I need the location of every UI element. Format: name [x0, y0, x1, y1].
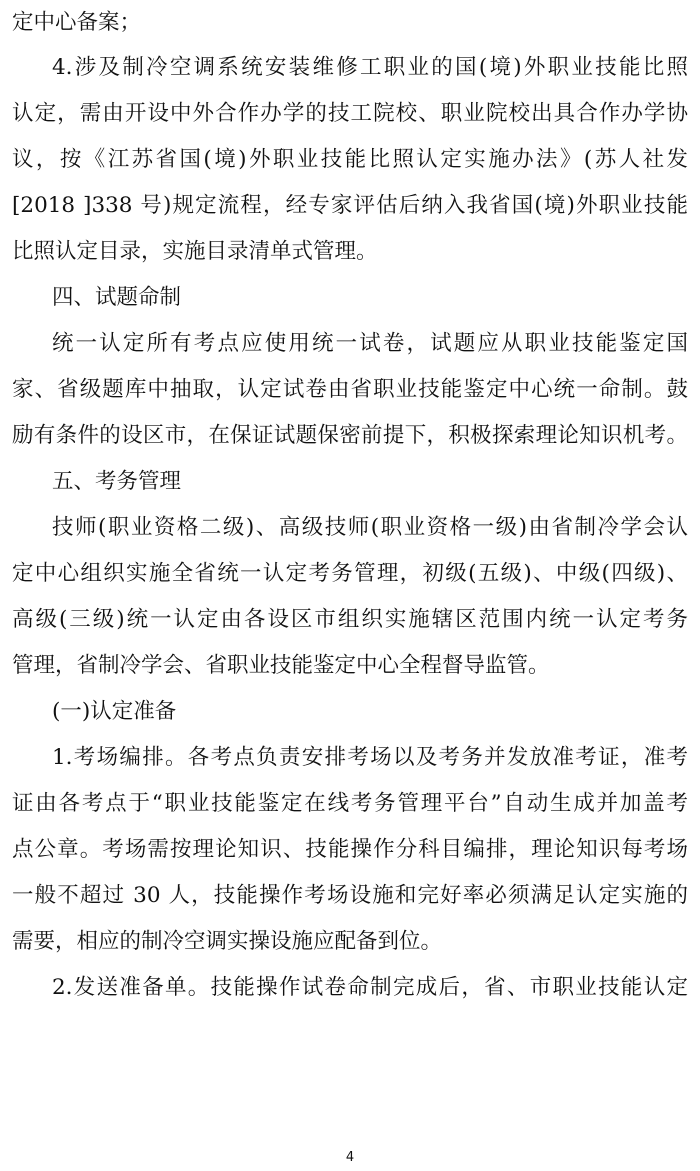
text-line: 1.考场编排。各考点负责安排考场以及考务并发放准考证，准考	[52, 745, 688, 770]
text-line: 家、省级题库中抽取，认定试卷由省职业技能鉴定中心统一命制。鼓	[12, 377, 688, 402]
page-number: 4	[345, 1150, 355, 1165]
text-line: 需要，相应的制冷空调实操设施应配备到位。	[12, 929, 443, 954]
text-line: 比照认定目录，实施目录清单式管理。	[12, 239, 378, 264]
text-line: 技师(职业资格二级)、高级技师(职业资格一级)由省制冷学会认	[52, 515, 688, 540]
text-line: 一般不超过 30 人，技能操作考场设施和完好率必须满足认定实施的	[12, 883, 688, 908]
text-line: 定中心备案；	[12, 10, 142, 35]
subsection-heading: (一)认定准备	[52, 699, 177, 724]
text-line: 点公章。考场需按理论知识、技能操作分科目编排，理论知识每考场	[12, 837, 688, 862]
text-line: 议，按《江苏省国(境)外职业技能比照认定实施办法》(苏人社发	[12, 147, 688, 172]
text-line: [2018 ]338 号)规定流程，经专家评估后纳入我省国(境)外职业技能	[12, 193, 688, 218]
text-line: 证由各考点于“职业技能鉴定在线考务管理平台”自动生成并加盖考	[12, 791, 688, 816]
text-line: 认定，需由开设中外合作办学的技工院校、职业院校出具合作办学协	[12, 101, 688, 126]
section-heading: 五、考务管理	[52, 469, 182, 494]
text-line: 2.发送准备单。技能操作试卷命制完成后，省、市职业技能认定	[52, 975, 688, 1000]
section-heading: 四、试题命制	[52, 285, 182, 310]
text-line: 4.涉及制冷空调系统安装维修工职业的国(境)外职业技能比照	[52, 55, 688, 80]
text-line: 管理，省制冷学会、省职业技能鉴定中心全程督导监管。	[12, 653, 550, 678]
text-line: 统一认定所有考点应使用统一试卷，试题应从职业技能鉴定国	[52, 331, 688, 356]
text-line: 励有条件的设区市，在保证试题保密前提下，积极探索理论知识机考。	[12, 423, 688, 448]
text-line: 定中心组织实施全省统一认定考务管理，初级(五级)、中级(四级)、	[12, 561, 688, 586]
text-line: 高级(三级)统一认定由各设区市组织实施辖区范围内统一认定考务	[12, 607, 688, 632]
